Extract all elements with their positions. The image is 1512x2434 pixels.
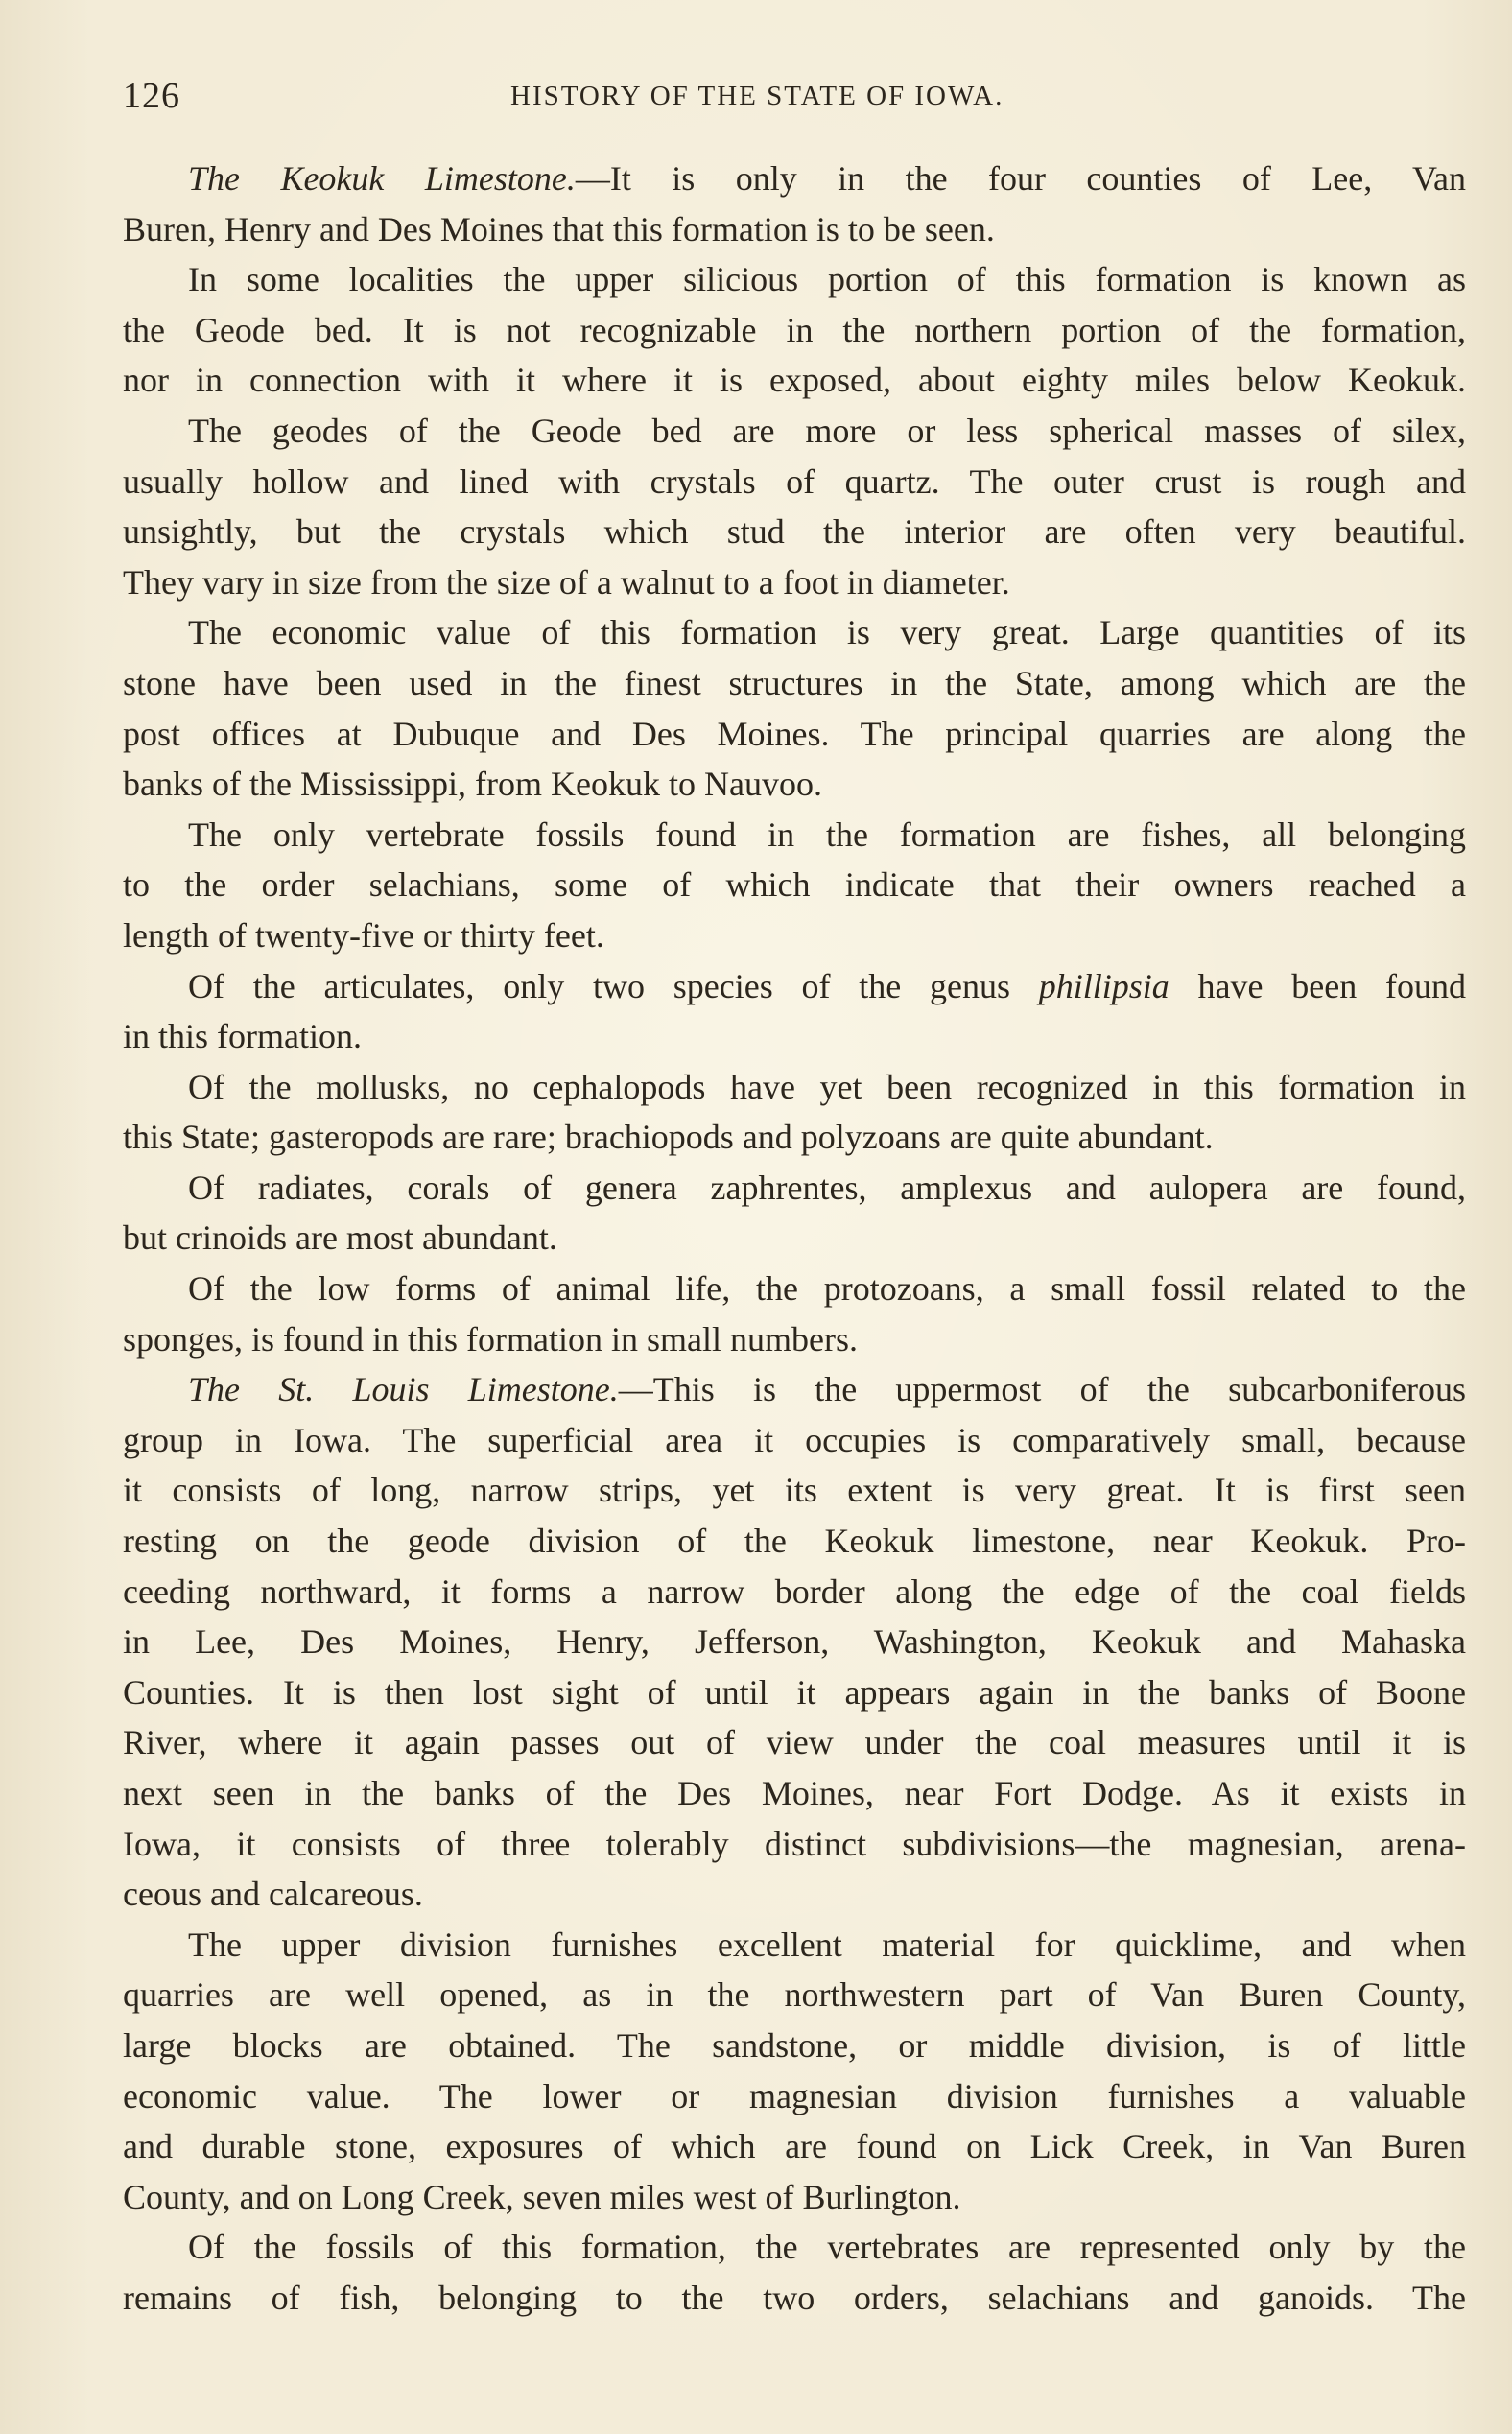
- section-heading: The Keokuk Limestone.: [188, 159, 576, 198]
- text-line: unsightly, but the crystals which stud the interior are often very beautiful.: [123, 512, 1466, 552]
- genus-name: phillipsia: [1038, 966, 1169, 1005]
- text-line: nor in connection with it where it is exposed, about eighty miles below Keokuk.: [123, 361, 1466, 400]
- text-line: but crinoids are most abundant.: [123, 1218, 557, 1258]
- text-line: The upper division furnishes excellent material for quicklime, and when: [188, 1925, 1466, 1964]
- text-line: sponges, is found in this formation in small numbers.: [123, 1319, 858, 1359]
- page-number: 126: [123, 76, 180, 116]
- text-line: Iowa, it consists of three tolerably distinct subdivisions—the magnesian, arena-: [123, 1824, 1466, 1863]
- text-line: economic value. The lower or magnesian division furnishes a valuable: [123, 2076, 1466, 2115]
- running-title: HISTORY OF THE STATE OF IOWA.: [510, 81, 1004, 111]
- text-line: In some localities the upper silicious portion of this formation is known as: [188, 260, 1466, 299]
- text-line: The only vertebrate fossils found in the formation are fishes, all belonging: [188, 815, 1466, 854]
- text-line: County, and on Long Creek, seven miles west of Burlington.: [123, 2177, 961, 2216]
- text-line: Counties. It is then lost sight of until it appears again in the banks of Boone: [123, 1672, 1466, 1712]
- text-line: The St. Louis Limestone.—This is the uppermost of the subcarboniferous: [188, 1370, 1466, 1409]
- text-line: banks of the Mississippi, from Keokuk to Nauvoo.: [123, 765, 822, 804]
- text-line: River, where it again passes out of view under the coal measures until it is: [123, 1723, 1466, 1762]
- text-line: in Lee, Des Moines, Henry, Jefferson, Washington, Keokuk and Mahaska: [123, 1622, 1466, 1662]
- text-line: stone have been used in the finest structures in the State, among which are the: [123, 663, 1466, 702]
- text-line: to the order selachians, some of which indicate that their owners reached a: [123, 865, 1466, 905]
- text-line: it consists of long, narrow strips, yet its extent is very great. It is first seen: [123, 1471, 1466, 1510]
- text-line: They vary in size from the size of a walnut to a foot in diameter.: [123, 562, 1010, 602]
- text-line: Of the low forms of animal life, the protozoans, a small fossil related to the: [188, 1269, 1466, 1309]
- section-heading: The St. Louis Limestone.: [188, 1370, 619, 1409]
- text-line: this State; gasteropods are rare; brachiopods and polyzoans are quite abundant.: [123, 1118, 1214, 1157]
- text-line: Of the fossils of this formation, the vertebrates are represented only by the: [188, 2228, 1466, 2267]
- text-line: The economic value of this formation is very great. Large quantities of its: [188, 613, 1466, 652]
- text-line: post offices at Dubuque and Des Moines. The principal quarries are along the: [123, 714, 1466, 753]
- text-line: resting on the geode division of the Keokuk limestone, near Keokuk. Pro-: [123, 1522, 1466, 1561]
- text-line: Buren, Henry and Des Moines that this formation is to be seen.: [123, 209, 995, 248]
- text-line: The Keokuk Limestone.—It is only in the four counties of Lee, Van: [188, 159, 1466, 198]
- text-line: usually hollow and lined with crystals of quartz. The outer crust is rough and: [123, 461, 1466, 501]
- text-line: the Geode bed. It is not recognizable in the northern portion of the formation,: [123, 310, 1466, 349]
- text-line: quarries are well opened, as in the northwestern part of Van Buren County,: [123, 1975, 1466, 2015]
- text-line: remains of fish, belonging to the two orders, selachians and ganoids. The: [123, 2278, 1466, 2317]
- text-line: length of twenty-five or thirty feet.: [123, 915, 604, 955]
- text-line: next seen in the banks of the Des Moines, near Fort Dodge. As it exists in: [123, 1774, 1466, 1812]
- text-line: Of radiates, corals of genera zaphrentes, amplexus and aulopera are found,: [188, 1168, 1466, 1207]
- text-line: group in Iowa. The superficial area it occupies is comparatively small, because: [123, 1420, 1466, 1459]
- text-line: ceous and calcareous.: [123, 1875, 423, 1914]
- body-text: [123, 154, 1466, 2324]
- text-line: The geodes of the Geode bed are more or less spherical masses of silex,: [188, 411, 1466, 450]
- text-line: Of the articulates, only two species of the genus phillipsia have been found: [188, 966, 1466, 1005]
- text-line: Of the mollusks, no cephalopods have yet been recognized in this formation in: [188, 1067, 1466, 1106]
- running-head: [123, 75, 1082, 132]
- text-line: ceeding northward, it forms a narrow border along the edge of the coal fields: [123, 1571, 1466, 1611]
- text-line: and durable stone, exposures of which are found on Lick Creek, in Van Buren: [123, 2127, 1466, 2166]
- text-line: large blocks are obtained. The sandstone, or middle division, is of little: [123, 2025, 1466, 2065]
- text-line: in this formation.: [123, 1017, 362, 1056]
